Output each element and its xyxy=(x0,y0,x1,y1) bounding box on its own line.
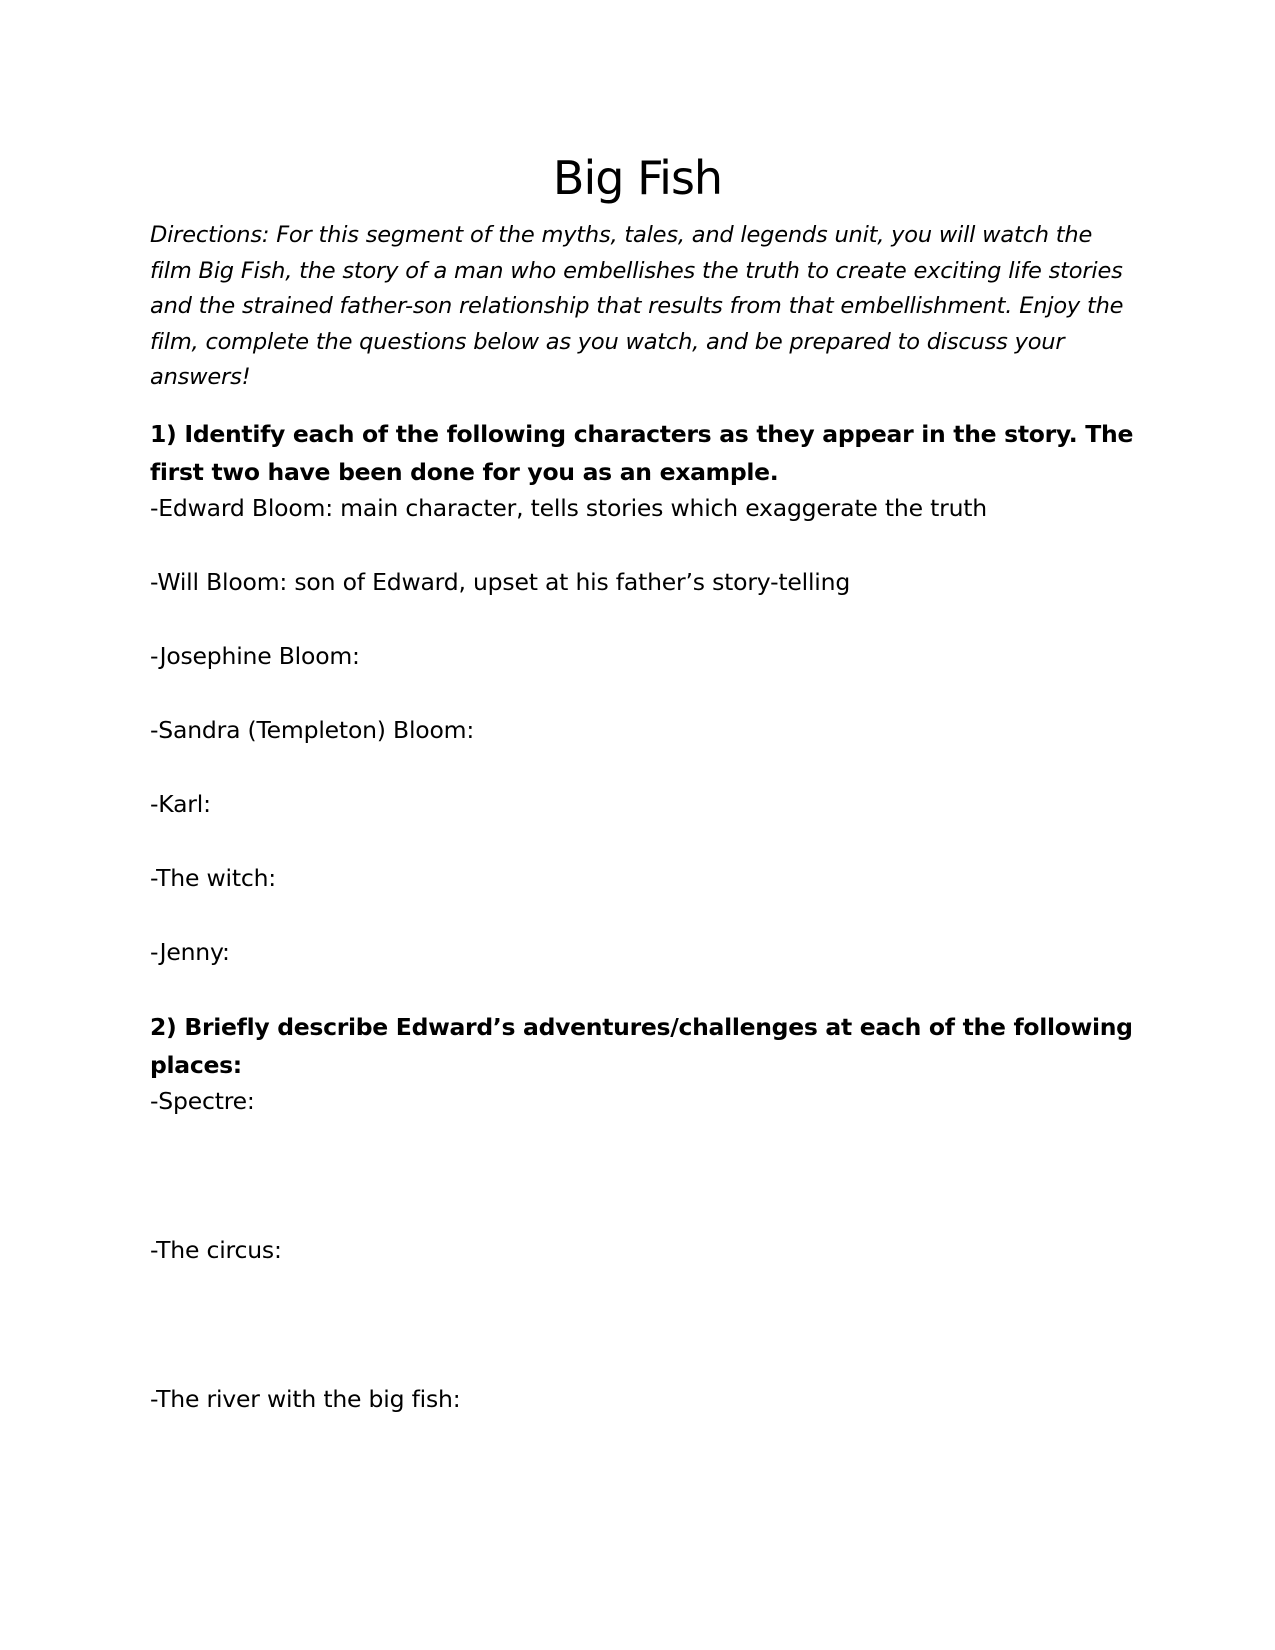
question-2-prompt: 2) Briefly describe Edward’s adventures/challenges at each of the following places: xyxy=(150,1013,1133,1079)
place-item-river: -The river with the big fish: xyxy=(150,1385,461,1413)
page-title: Big Fish xyxy=(552,151,723,205)
character-item-sandra: -Sandra (Templeton) Bloom: xyxy=(150,716,475,744)
character-item-edward: -Edward Bloom: main character, tells stories which exaggerate the truth xyxy=(150,494,987,522)
question-1-prompt: 1) Identify each of the following characters as they appear in the story. The first two have been done for you as an example. xyxy=(150,420,1134,486)
character-item-jenny: -Jenny: xyxy=(150,938,230,966)
place-item-circus: -The circus: xyxy=(150,1236,282,1264)
character-item-karl: -Karl: xyxy=(150,790,211,818)
character-item-will: -Will Bloom: son of Edward, upset at his father’s story-telling xyxy=(150,568,851,596)
character-item-josephine: -Josephine Bloom: xyxy=(150,642,360,670)
character-item-witch: -The witch: xyxy=(150,864,276,892)
directions-paragraph: Directions: For this segment of the myths, tales, and legends unit, you will watch the film Big Fish, the story of a man who embellishes the truth to create exciting life stories and the strained father-son relationship that results from that embellishment. Enjoy the film, complete the questions below as you watch, and be prepared to discuss your answers! xyxy=(150,222,1124,390)
place-item-spectre: -Spectre: xyxy=(150,1087,255,1115)
